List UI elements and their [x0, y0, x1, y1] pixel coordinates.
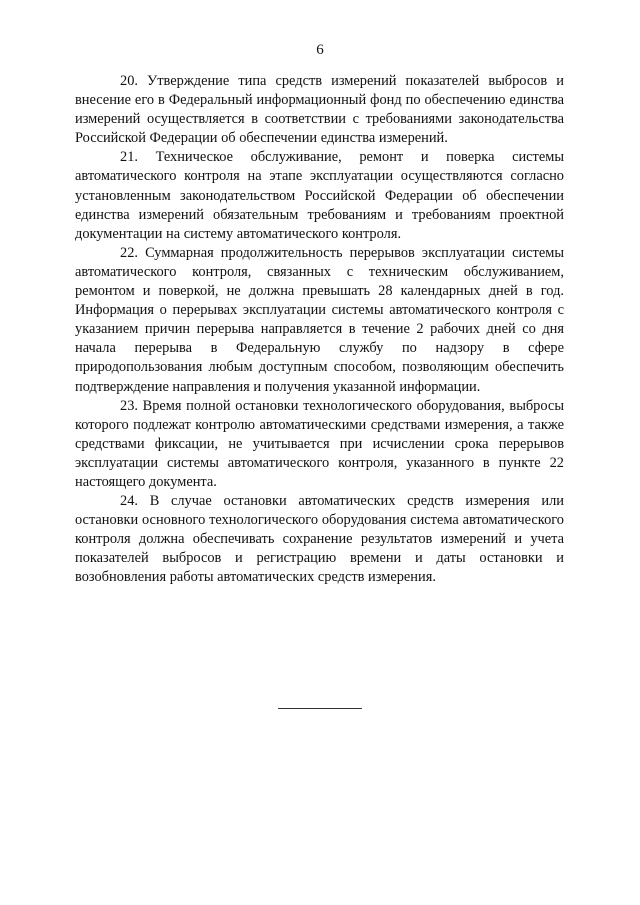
paragraph-20: 20. Утверждение типа средств измерений показателей выбросов и внесение его в Федеральный информационный фонд по обеспечению единства измерений осуществляется в соответствии с требованиями законодательства Российской Федерации об обеспечении единства измерений.	[75, 73, 564, 147]
paragraph-23: 23. Время полной остановки технологического оборудования, выбросы которого подлежат контролю автоматическими средствами измерения, а также средствами фиксации, не учитывается при исчислении срока перерывов эксплуатации системы автоматического контроля, указанного в пункте 22 настоящего документа.	[75, 397, 564, 490]
document-body	[75, 72, 564, 588]
paragraph-22: 22. Суммарная продолжительность перерывов эксплуатации системы автоматического контроля, связанных с техническим обслуживанием, ремонтом и поверкой, не должна превышать 28 календарных дней в год. Информация о перерывах эксплуатации системы автоматического контроля с указанием причин перерыва направляется в течение 2 рабочих дней со дня начала перерыва в Федеральную службу по надзору в сфере природопользования любым доступным способом, позволяющим обеспечить подтверждение направления и получения указанной информации.	[75, 244, 564, 395]
end-of-document-divider	[278, 708, 362, 709]
paragraph-21: 21. Техническое обслуживание, ремонт и поверка системы автоматического контроля на этапе эксплуатации осуществляются согласно установленным законодательством Российской Федерации об обеспечении единства измерений обязательным требованиям и требованиям проектной документации на систему автоматического контроля.	[75, 149, 564, 242]
paragraph-24: 24. В случае остановки автоматических средств измерения или остановки основного технологического оборудования система автоматического контроля должна обеспечивать сохранение результатов измерений и учета показателей выбросов и регистрацию времени и даты остановки и возобновления работы автоматических средств измерения.	[75, 493, 564, 586]
page-number: 6	[316, 42, 324, 58]
